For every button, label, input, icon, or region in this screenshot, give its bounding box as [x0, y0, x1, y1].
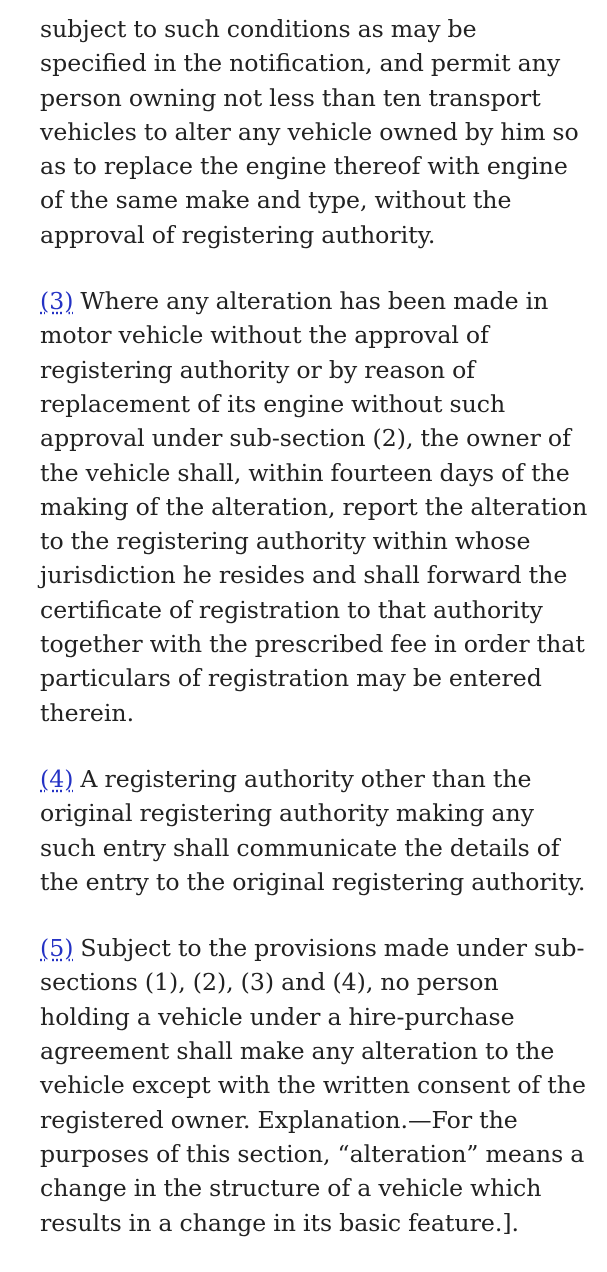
- paragraph-text: Where any alteration has been made in motor vehicle without the approval of registering authority or by reason of replacement of its engine without such approval under sub-section (2), the owner of the vehicle shall, within fourteen days of the making of the alteration, report the alteration to the registering authority within whose jurisdiction he resides and shall forward the certificate of registration to that authority together with the prescribed fee in order that particulars of registration may be entered therein.: [40, 287, 588, 727]
- paragraph-text: A registering authority other than the original registering authority making any such entry shall communicate the details of the entry to the original registering authority.: [40, 764, 586, 896]
- subsection-4-link[interactable]: (4): [40, 764, 74, 793]
- document-body: [40, 12, 588, 1272]
- paragraph-subsection-3: [40, 284, 588, 730]
- subsection-5-link[interactable]: (5): [40, 934, 74, 963]
- paragraph-text: subject to such conditions as may be specified in the notification, and permit any person owning not less than ten transport vehicles to alter any vehicle owned by him so as to replace the engine thereof with engine of the same make and type, without the approval of registering authority.: [40, 15, 579, 249]
- paragraph-subsection-4: [40, 762, 588, 899]
- paragraph-subsection-5: [40, 931, 588, 1240]
- paragraph-text: Subject to the provisions made under sub-sections (1), (2), (3) and (4), no person holding a vehicle under a hire-purchase agreement shall make any alteration to the vehicle except with the written consent of the registered owner. Explanation.—For the purposes of this section, “alteration” means a change in the structure of a vehicle which results in a change in its basic feature.].: [40, 934, 586, 1237]
- paragraph-continuation: [40, 12, 588, 252]
- subsection-3-link[interactable]: (3): [40, 287, 74, 316]
